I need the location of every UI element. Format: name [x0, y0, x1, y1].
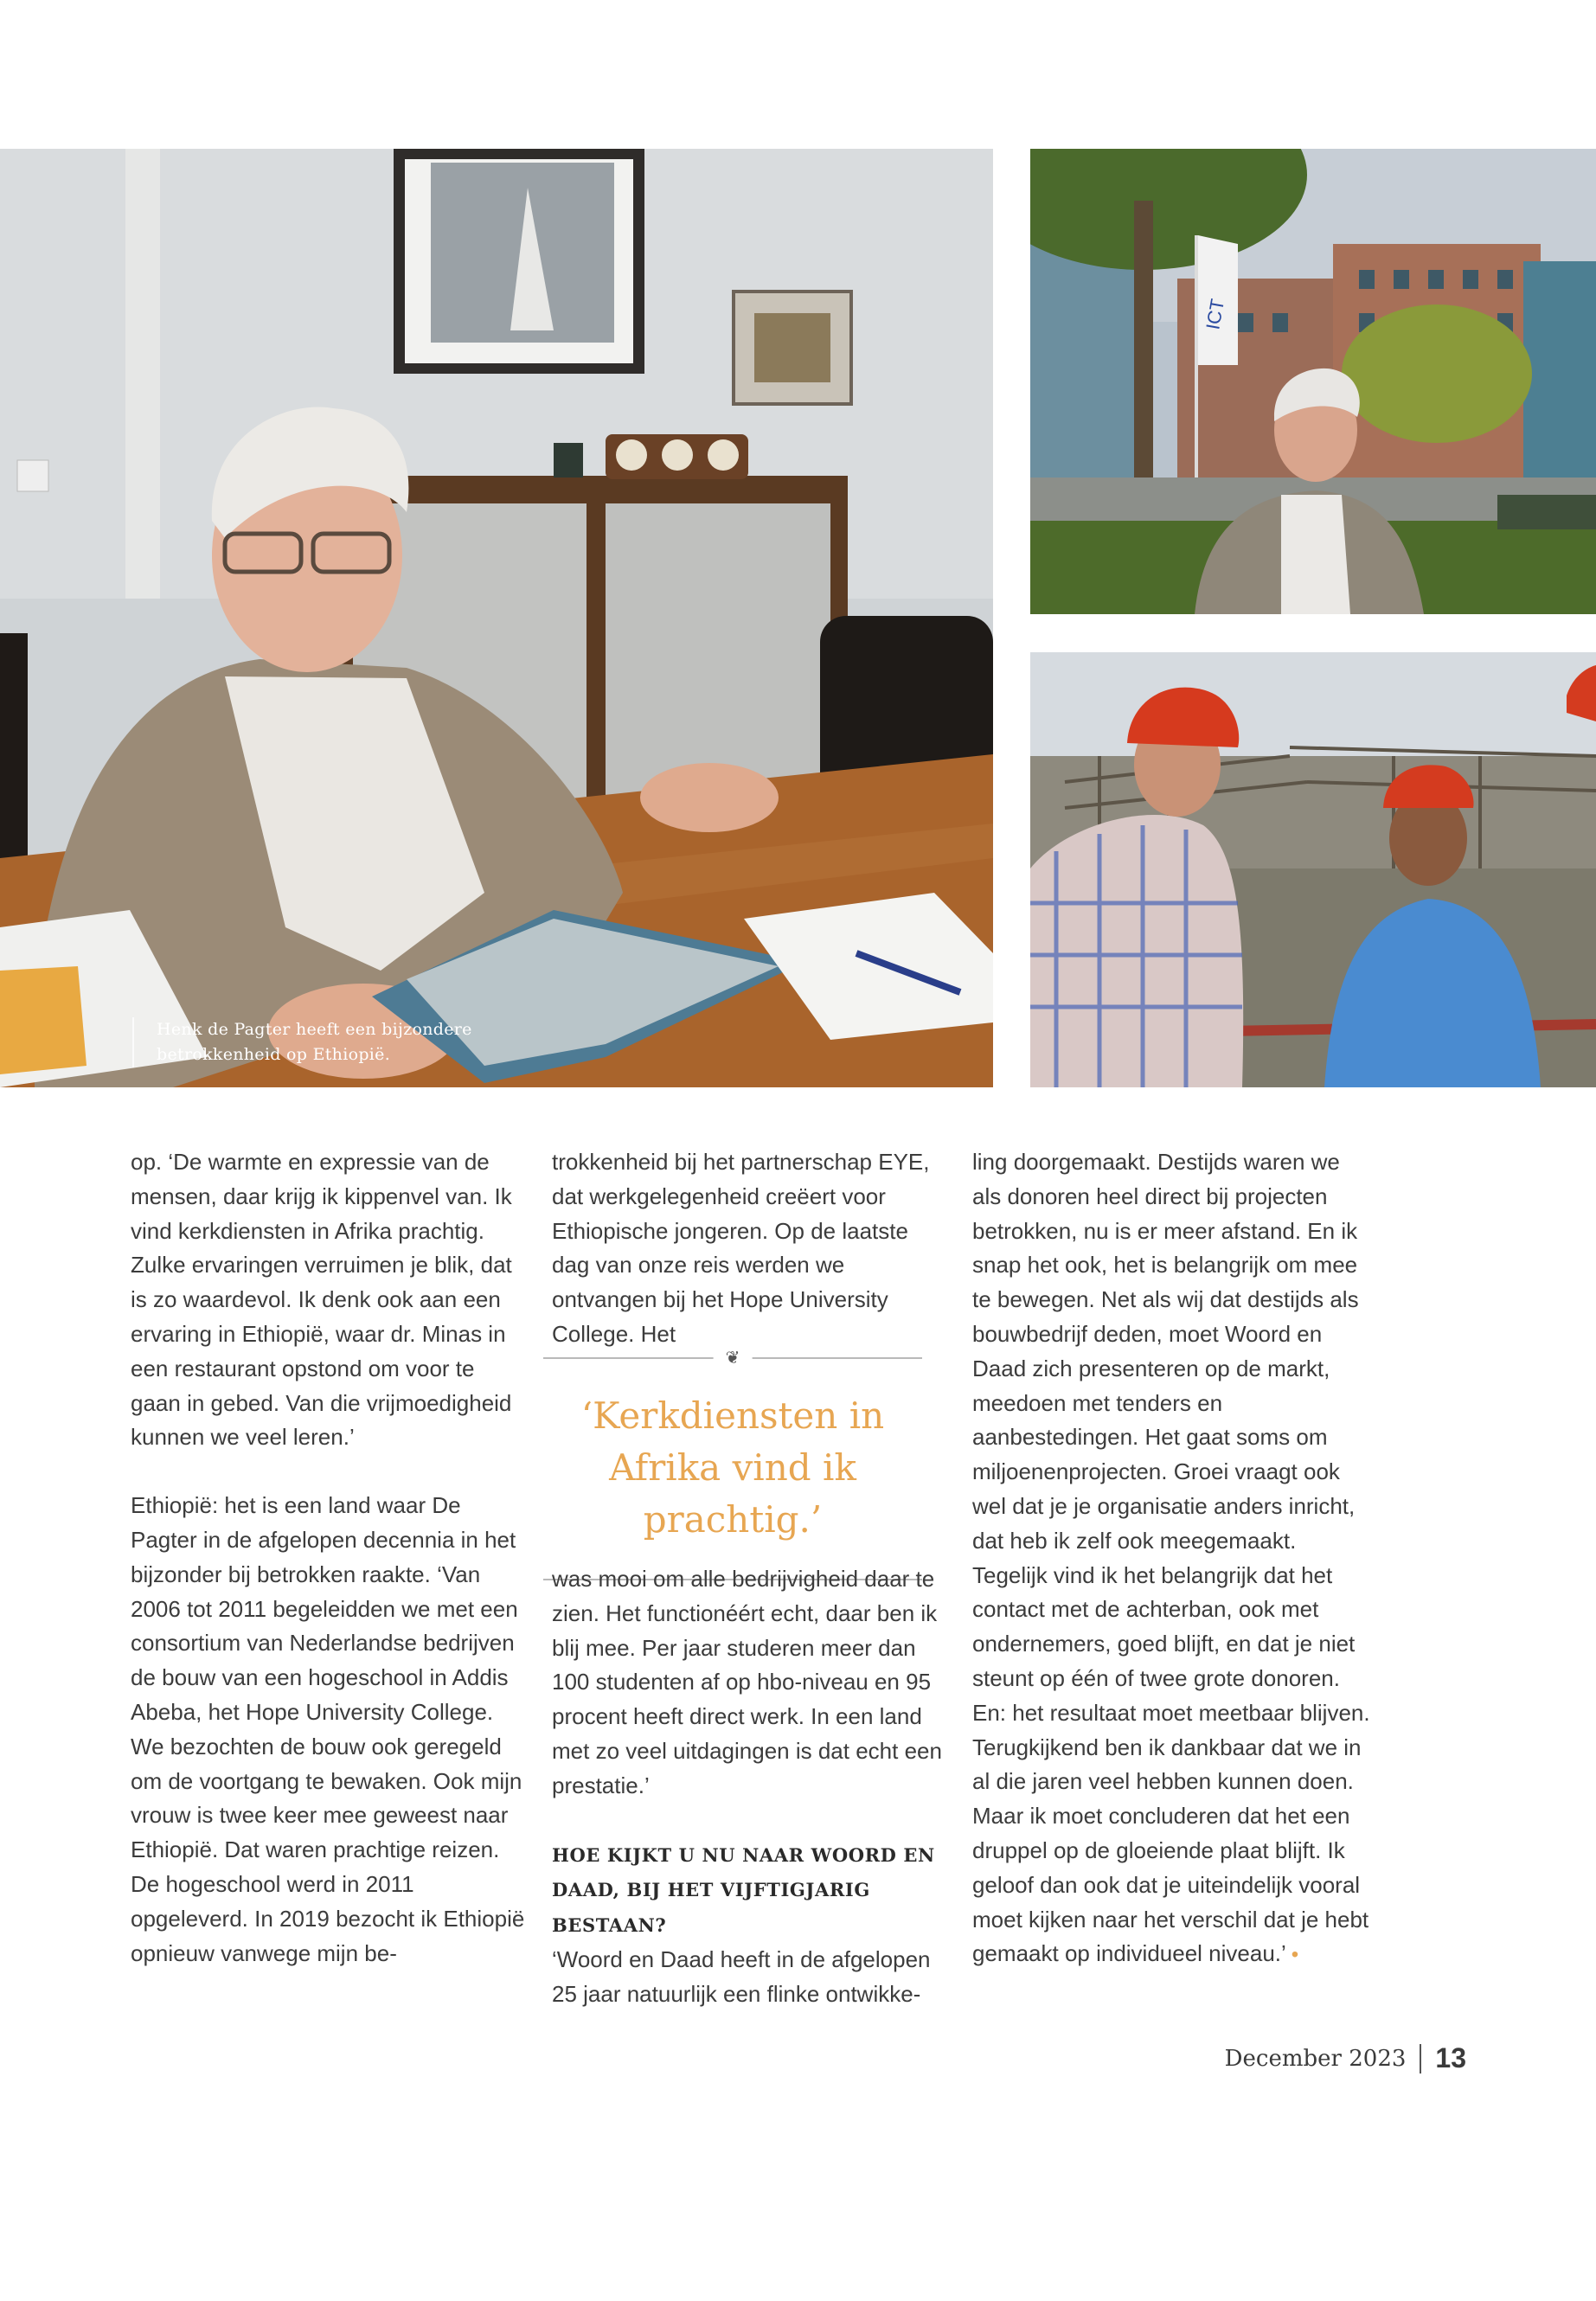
photo-construction-site	[1030, 652, 1596, 1087]
photo-caption: Henk de Pagter heeft een bijzondere betrokkenheid op Ethiopië.	[132, 1017, 554, 1067]
paragraph: op. ‘De warmte en expressie van de mensen, daar krijg ik kippenvel van. Ik vind kerkdiensten in Afrika prachtig. Zulke ervaringen verruimen je blik, dat is zo waardevol. Ik denk ook aan een ervaring in Ethiopië, waar dr. Minas in een restaurant opstond om voor te gaan in gebed. Van die vrijmoedigheid kunnen we veel leren.’	[131, 1149, 512, 1451]
paragraph: Terugkijkend ben ik dankbaar dat we in al die jaren veel hebben kunnen doen. Maar ik moet concluderen dat het een druppel op de gloeiende plaat blijft. Ik geloof dan ook dat je uiteindelijk vooral moet kijken naar het verschil dat je hebt gemaakt op individueel niveau.’	[972, 1734, 1369, 1967]
issue-date: December 2023	[1224, 2045, 1407, 2072]
ornament-icon: ❦	[714, 1345, 753, 1369]
footer-divider	[1420, 2044, 1421, 2073]
pull-quote	[535, 1336, 931, 1580]
photo-office-building	[1030, 149, 1596, 614]
pull-quote-top-rule	[543, 1347, 922, 1368]
paragraph: ‘Woord en Daad heeft in de afgelopen 25 jaar natuurlijk een flinke ontwikke-	[552, 1945, 931, 2007]
article-column-2	[552, 1145, 950, 1352]
page-number: 13	[1435, 2042, 1466, 2073]
article-column-2-continued	[552, 1562, 950, 2012]
flag-sign-text: ICT	[1202, 297, 1229, 331]
paragraph: ling doorgemaakt. Destijds waren we als donoren heel direct bij projecten betrokken, nu is er meer afstand. En ik snap het ook, het is belangrijk om mee te bewegen. Net als wij dat destijds als bouwbedrijf deden, moet Woord en Daad zich presenteren op de markt, meedoen met tenders en aanbestedingen. Het gaat soms om miljoenenprojecten. Groei vraagt ook wel dat je je organisatie anders inricht, dat heb ik zelf ook meegemaakt. Tegelijk vind ik het belangrijk dat het contact met de achterban, ook met ondernemers, goed blijft, en dat je niet steunt op één of twee grote donoren. En: het resultaat moet meetbaar blijven.	[972, 1149, 1370, 1726]
interview-question: HOE KIJKT U NU NAAR WOORD EN DAAD, BIJ HET VIJFTIGJARIG BESTAAN?	[552, 1843, 935, 1937]
article-column-3	[972, 1145, 1370, 1972]
pull-quote-text: ‘Kerkdiensten in Afrika vind ik prachtig.’	[580, 1394, 885, 1541]
end-mark-icon: •	[1291, 1943, 1299, 1967]
paragraph: Ethiopië: het is een land waar De Pagter in de afgelopen decennia in het bijzonder bij betrokken raakte. ‘Van 2006 tot 2011 begeleidden we met een consortium van Nederlandse bedrijven de bouw van een hogeschool in Addis Abeba, het Hope University College. We bezochten de bouw ook geregeld om de voortgang te bewaken. Ook mijn vrouw is twee keer mee geweest naar Ethiopië. Dat waren prachtige reizen. De hogeschool werd in 2011 opgeleverd. In 2019 bezocht ik Ethiopië opnieuw vanwege mijn be-	[131, 1492, 525, 1966]
page-footer	[1225, 2042, 1466, 2074]
photo-henk-at-desk	[0, 149, 993, 1087]
paragraph: was mooi om alle bedrijvigheid daar te zien. Het functionéért echt, daar ben ik blij mee. Per jaar studeren meer dan 100 studenten af op hbo-niveau en 95 procent heeft direct werk. In een land met zo veel uitdagingen is dat echt een prestatie.’	[552, 1566, 942, 1798]
article-column-1	[131, 1145, 529, 1971]
paragraph: trokkenheid bij het partnerschap EYE, dat werkgelegenheid creëert voor Ethiopische jongeren. Op de laatste dag van onze reis werden we ontvangen bij het Hope University College. Het	[552, 1149, 930, 1347]
